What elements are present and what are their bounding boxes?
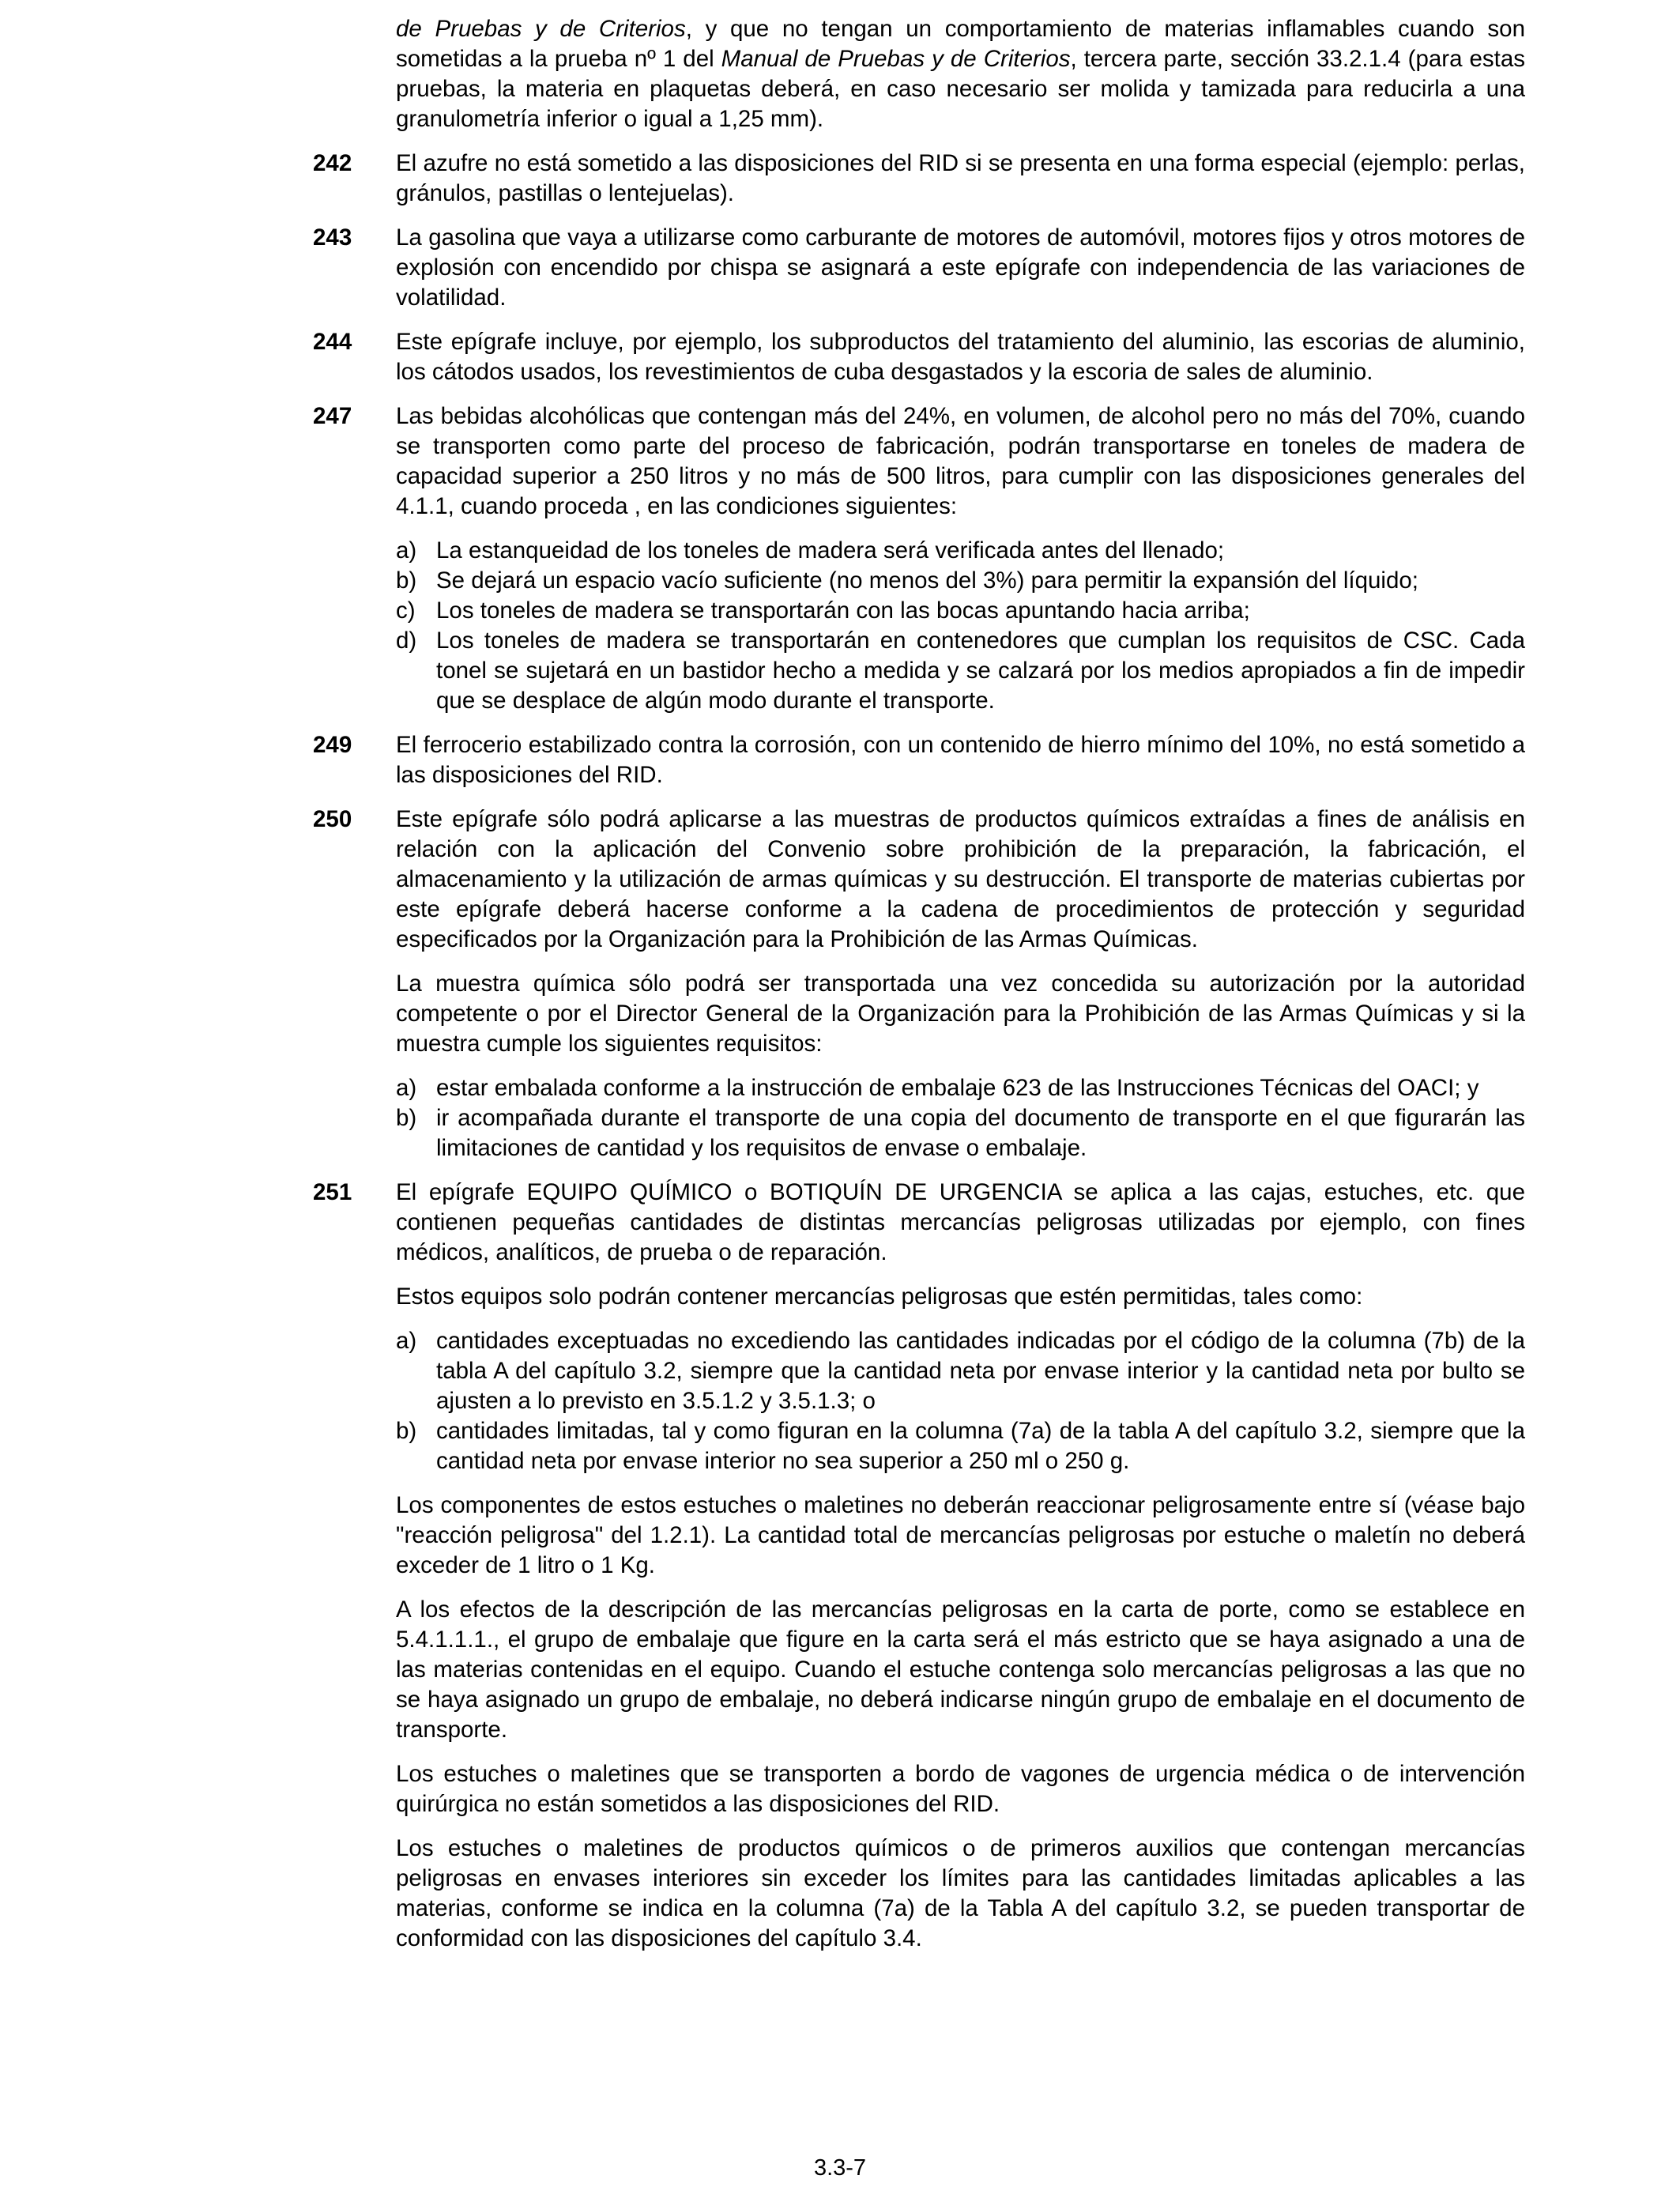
provision-number: 242 [313, 150, 352, 176]
list-item-text: La estanqueidad de los toneles de madera será verificada antes del llenado; [436, 537, 1225, 564]
list-marker: b) [396, 1105, 417, 1131]
provision-number: 251 [313, 1179, 352, 1205]
provision-number: 243 [313, 224, 352, 251]
provision-body [396, 805, 1525, 1163]
list-item-text: estar embalada conforme a la instrucción de embalaje 623 de las Instrucciones Técnicas del OACI; y [436, 1075, 1479, 1101]
provision-body [396, 1178, 1525, 1954]
list-marker: a) [396, 1328, 417, 1354]
provision-continuation [315, 14, 1525, 134]
text-run: , tercera parte, sección 33.2.1.4 (para estas pruebas, la materia en plaquetas deberá, en caso necesario ser molida y tamizada para reducirla a una granulometría inferior o igual a 1,25 mm). [396, 46, 1526, 132]
list-marker: a) [396, 537, 417, 564]
provision-paragraph: El ferrocerio estabilizado contra la corrosión, con un contenido de hierro mínimo del 10%, no está sometido a las disposiciones del RID. [396, 732, 1525, 788]
italic-title: Manual de Pruebas y de Criterios [721, 46, 1071, 72]
provision-244 [315, 327, 1525, 387]
provision-body [396, 14, 1525, 134]
provision-number: 244 [313, 329, 352, 355]
provision-paragraph: Los componentes de estos estuches o maletines no deberán reaccionar peligrosamente entre sí (véase bajo "reacción peligrosa" del 1.2.1). La cantidad total de mercancías peligrosas por estuche o maletín no deberá exceder de 1 litro o 1 Kg. [396, 1492, 1525, 1578]
provision-body [396, 401, 1525, 716]
list-item-text: cantidades exceptuadas no excediendo las cantidades indicadas por el código de la columna (7b) de la tabla A del capítulo 3.2, siempre que la cantidad neta por envase interior y la cantidad neta por bulto se ajusten a lo previsto en 3.5.1.2 y 3.5.1.3; o [436, 1328, 1525, 1414]
list-item [396, 626, 1525, 716]
list-marker: c) [396, 598, 416, 624]
document-content [315, 14, 1525, 1968]
provision-paragraph: El azufre no está sometido a las disposiciones del RID si se presenta en una forma especial (ejemplo: perlas, gránulos, pastillas o lentejuelas). [396, 150, 1525, 206]
provision-249 [315, 730, 1525, 790]
provision-paragraph: Las bebidas alcohólicas que contengan más del 24%, en volumen, de alcohol pero no más del 70%, cuando se transporten como parte del proceso de fabricación, podrán transportarse en toneles de madera de capacidad superior a 250 litros y no más de 500 litros, para cumplir con las disposiciones generales del 4.1.1, cuando proceda , en las condiciones siguientes: [396, 403, 1525, 519]
list-item-text: cantidades limitadas, tal y como figuran en la columna (7a) de la tabla A del capítulo 3.2, siempre que la cantidad neta por envase interior no sea superior a 250 ml o 250 g. [436, 1418, 1525, 1474]
continuation-paragraph [396, 14, 1525, 134]
provision-paragraph: El epígrafe EQUIPO QUÍMICO o BOTIQUÍN DE URGENCIA se aplica a las cajas, estuches, etc. que contienen pequeñas cantidades de distintas mercancías peligrosas utilizadas por ejemplo, con fines médicos, analíticos, de prueba o de reparación. [396, 1179, 1525, 1265]
provision-paragraph: La gasolina que vaya a utilizarse como carburante de motores de automóvil, motores fijos y otros motores de explosión con encendido por chispa se asignará a este epígrafe con independencia de las variaciones de volatilidad. [396, 224, 1525, 311]
list-marker: b) [396, 567, 417, 594]
provision-number: 250 [313, 806, 352, 832]
list-item-text: Los toneles de madera se transportarán en contenedores que cumplan los requisitos de CSC. Cada tonel se sujetará en un bastidor hecho a medida y se calzará por los medios apropiados a fin de impedir que se desplace de algún modo durante el transporte. [436, 628, 1525, 714]
provision-242 [315, 149, 1525, 209]
list-item-text: Los toneles de madera se transportarán con las bocas apuntando hacia arriba; [436, 598, 1250, 624]
provision-250 [315, 805, 1525, 1163]
list-item [396, 1416, 1525, 1476]
italic-title: de Pruebas y de Criterios [396, 16, 686, 42]
condition-list [396, 536, 1525, 716]
provision-paragraph: Los estuches o maletines que se transporten a bordo de vagones de urgencia médica o de intervención quirúrgica no están sometidos a las disposiciones del RID. [396, 1761, 1525, 1817]
list-item-text: ir acompañada durante el transporte de una copia del documento de transporte en el que figurarán las limitaciones de cantidad y los requisitos de envase o embalaje. [436, 1105, 1525, 1161]
provision-body [396, 730, 1525, 790]
provision-paragraph: A los efectos de la descripción de las mercancías peligrosas en la carta de porte, como se establece en 5.4.1.1.1., el grupo de embalaje que figure en la carta será el más estricto que se haya asignado a una de las materias contenidas en el equipo. Cuando el estuche contenga solo mercancías peligrosas a las que no se haya asignado un grupo de embalaje, no deberá indicarse ningún grupo de embalaje en el documento de transporte. [396, 1596, 1525, 1743]
list-item-text: Se dejará un espacio vacío suficiente (no menos del 3%) para permitir la expansión del líquido; [436, 567, 1418, 594]
page-number: 3.3-7 [813, 2155, 867, 2181]
provision-paragraph: Este epígrafe incluye, por ejemplo, los subproductos del tratamiento del aluminio, las escorias de aluminio, los cátodos usados, los revestimientos de cuba desgastados y la escoria de sales de aluminio. [396, 329, 1525, 385]
list-marker: a) [396, 1075, 417, 1101]
provision-body [396, 223, 1525, 313]
text-run: , y que no tengan un comportamiento de materias inflamables cuando son sometidas a la prueba nº 1 del [396, 16, 1525, 72]
provision-body [396, 327, 1525, 387]
provision-247 [315, 401, 1525, 716]
provision-251 [315, 1178, 1525, 1954]
list-item [396, 566, 1525, 596]
requirement-list [396, 1073, 1525, 1163]
list-marker: b) [396, 1418, 417, 1444]
list-item [396, 536, 1525, 566]
list-item [396, 596, 1525, 626]
list-marker: d) [396, 628, 417, 654]
permitted-goods-list [396, 1326, 1525, 1476]
list-item [396, 1073, 1525, 1103]
provision-number: 249 [313, 732, 352, 758]
provision-paragraph: Estos equipos solo podrán contener mercancías peligrosas que estén permitidas, tales como: [396, 1284, 1363, 1310]
provision-paragraph: La muestra química sólo podrá ser transportada una vez concedida su autorización por la autoridad competente o por el Director General de la Organización para la Prohibición de las Armas Químicas y si la muestra cumple los siguientes requisitos: [396, 971, 1525, 1057]
list-item [396, 1103, 1525, 1163]
provision-body [396, 149, 1525, 209]
provision-paragraph: Este epígrafe sólo podrá aplicarse a las muestras de productos químicos extraídas a fines de análisis en relación con la aplicación del Convenio sobre prohibición de la preparación, la fabricación, el almacenamiento y la utilización de armas químicas y su destrucción. El transporte de materias cubiertas por este epígrafe deberá hacerse conforme a la cadena de procedimientos de protección y seguridad especificados por la Organización para la Prohibición de las Armas Químicas. [396, 806, 1525, 952]
list-item [396, 1326, 1525, 1416]
provision-paragraph: Los estuches o maletines de productos químicos o de primeros auxilios que contengan mercancías peligrosas en envases interiores sin exceder los límites para las cantidades limitadas aplicables a las materias, conforme se indica en la columna (7a) de la Tabla A del capítulo 3.2, se pueden transportar de conformidad con las disposiciones del capítulo 3.4. [396, 1835, 1525, 1951]
provision-243 [315, 223, 1525, 313]
provision-number: 247 [313, 403, 352, 429]
